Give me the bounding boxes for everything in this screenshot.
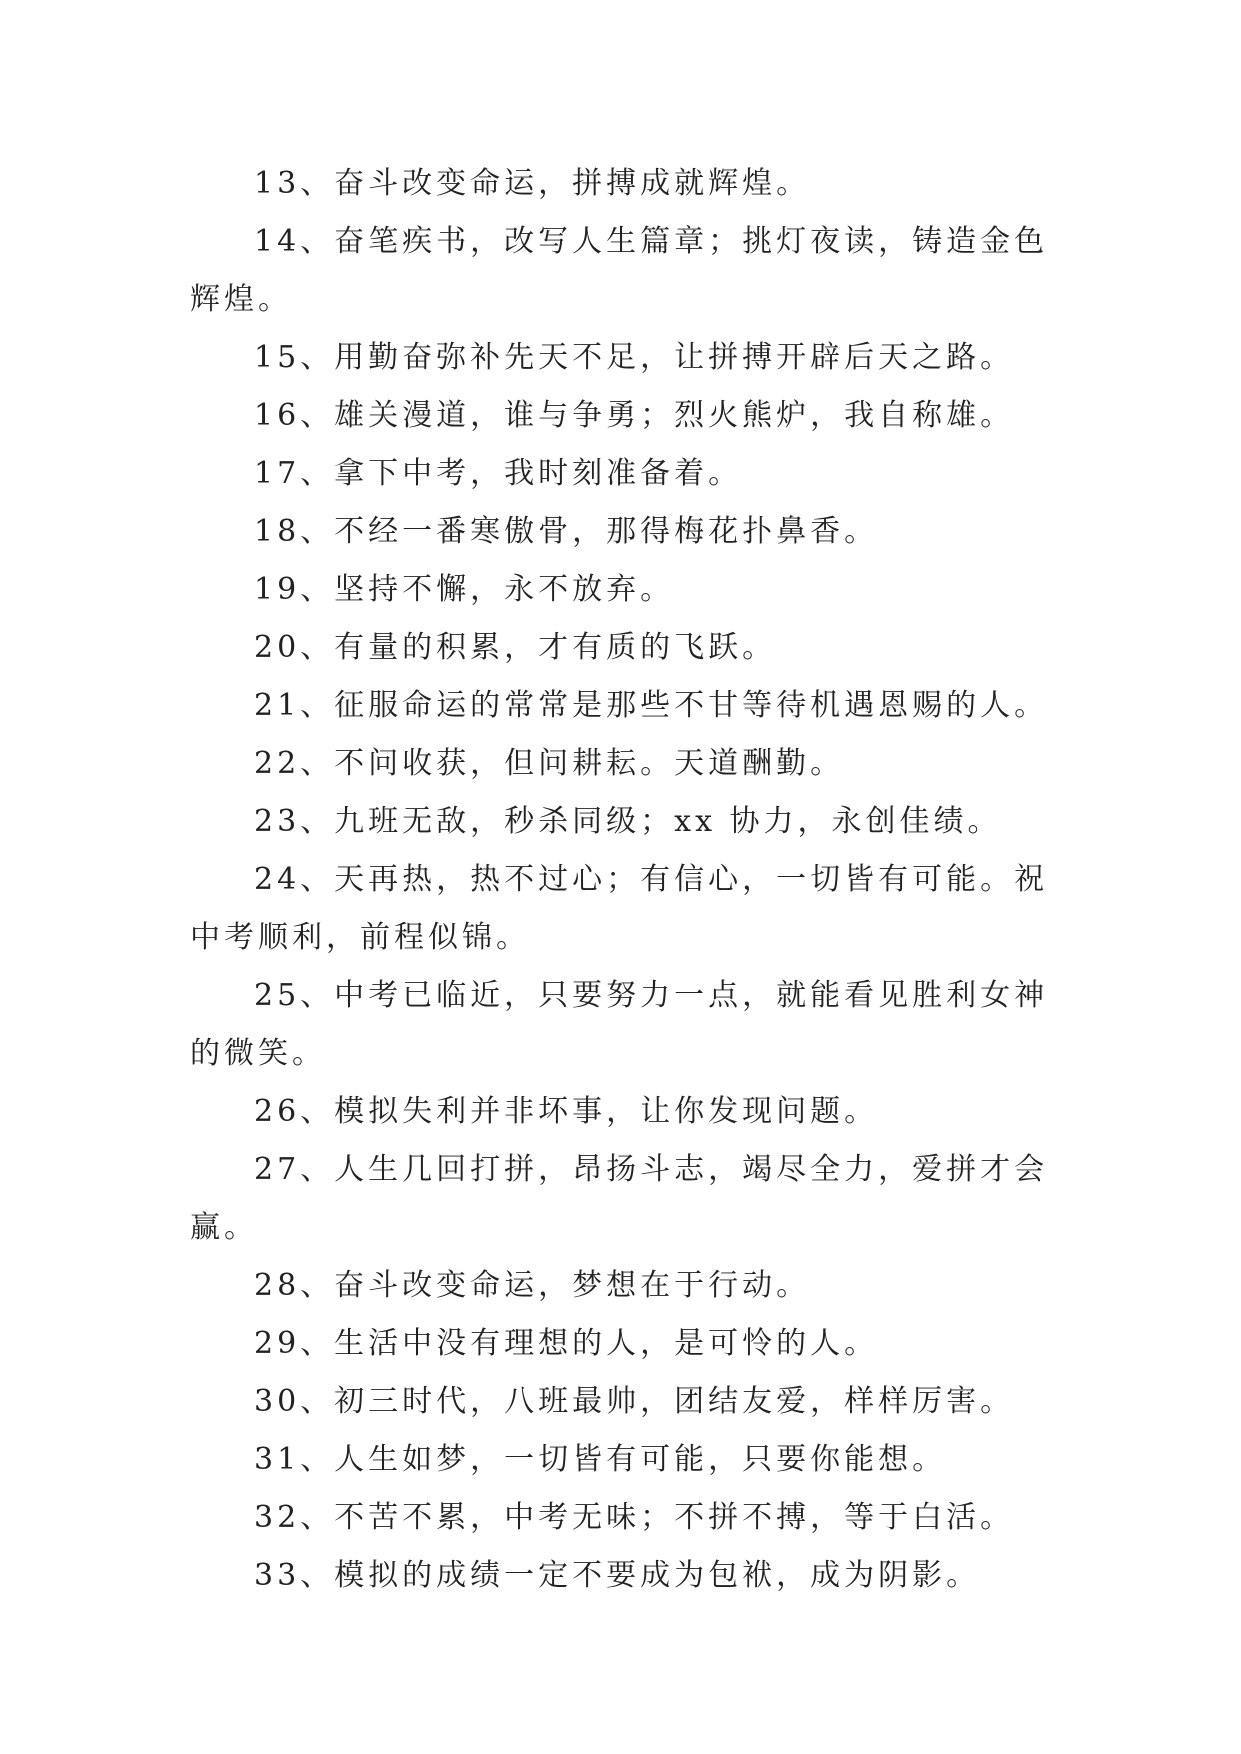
paragraph: 21、征服命运的常常是那些不甘等待机遇恩赐的人。 — [254, 688, 1049, 723]
paragraph: 17、拿下中考，我时刻准备着。 — [254, 456, 743, 491]
paragraph: 18、不经一番寒傲骨，那得梅花扑鼻香。 — [254, 514, 879, 549]
paragraph: 25、中考已临近，只要努力一点，就能看见胜利女神的微笑。 — [190, 978, 1049, 1071]
paragraph: 22、不问收获，但问耕耘。天道酬勤。 — [254, 746, 845, 781]
paragraph: 20、有量的积累，才有质的飞跃。 — [254, 630, 777, 665]
paragraph: 30、初三时代，八班最帅，团结友爱，样样厉害。 — [254, 1384, 1015, 1419]
paragraph: 26、模拟失利并非坏事，让你发现问题。 — [254, 1094, 879, 1129]
document-body — [190, 155, 1060, 1605]
paragraph: 28、奋斗改变命运，梦想在于行动。 — [254, 1268, 811, 1303]
paragraph: 29、生活中没有理想的人，是可怜的人。 — [254, 1326, 879, 1361]
paragraph: 19、坚持不懈，永不放弃。 — [254, 572, 675, 607]
paragraph: 33、模拟的成绩一定不要成为包袱，成为阴影。 — [254, 1558, 981, 1593]
paragraph: 32、不苦不累，中考无味；不拼不搏，等于白活。 — [254, 1500, 1015, 1535]
paragraph: 16、雄关漫道，谁与争勇；烈火熊炉，我自称雄。 — [254, 398, 1015, 433]
paragraph: 13、奋斗改变命运，拼搏成就辉煌。 — [254, 166, 811, 201]
paragraph: 23、九班无敌，秒杀同级；xx 协力，永创佳绩。 — [254, 804, 1002, 839]
paragraph: 15、用勤奋弥补先天不足，让拼搏开辟后天之路。 — [254, 340, 1015, 375]
paragraph: 31、人生如梦，一切皆有可能，只要你能想。 — [254, 1442, 947, 1477]
paragraph: 14、奋笔疾书，改写人生篇章；挑灯夜读，铸造金色辉煌。 — [190, 224, 1049, 317]
paragraph: 24、天再热，热不过心；有信心，一切皆有可能。祝中考顺利，前程似锦。 — [190, 862, 1049, 955]
paragraph: 27、人生几回打拼，昂扬斗志，竭尽全力，爱拼才会赢。 — [190, 1152, 1049, 1245]
